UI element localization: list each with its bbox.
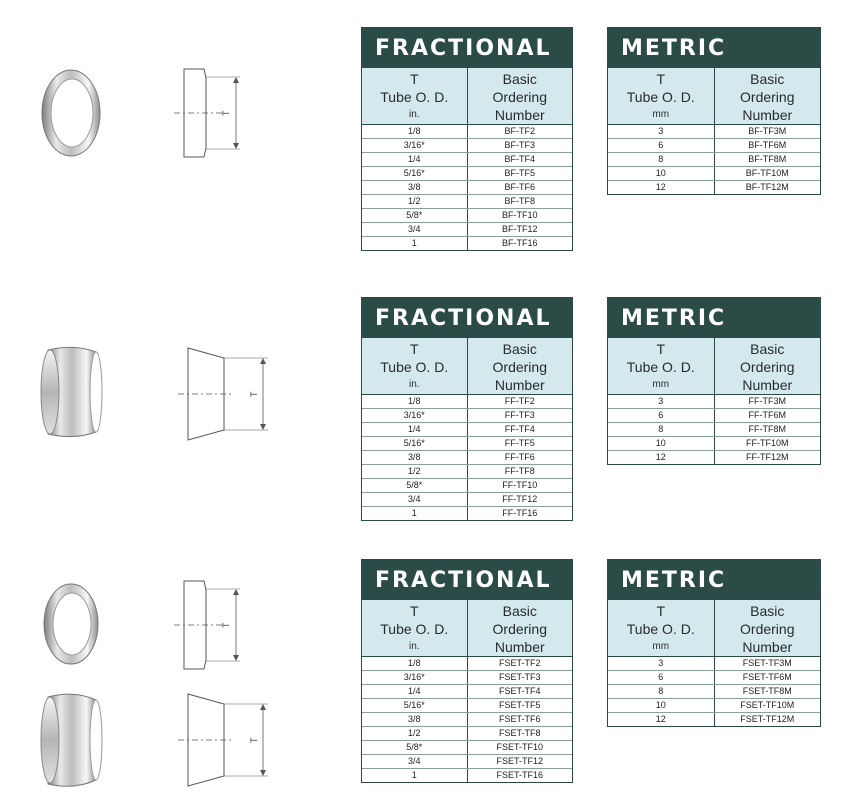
col-tube-od: [362, 338, 468, 394]
tube-od-cell: 3/4: [362, 755, 468, 768]
tube-od-cell: 3/16*: [362, 671, 468, 684]
table-row: [608, 409, 820, 423]
col-header-line: Basic: [750, 341, 785, 357]
table-row: [608, 657, 820, 671]
tube-od-cell: 10: [608, 699, 715, 712]
ordering-number-cell: BF-TF16: [501, 238, 538, 248]
tube-od-cell: 1: [362, 769, 468, 782]
tube-od-cell: 6: [608, 409, 715, 422]
col-tube-od: [608, 68, 715, 124]
table-body: [362, 125, 572, 250]
ferrule-cross-section-drawing: [176, 344, 272, 444]
ordering-number-cell: FSET-TF16: [496, 770, 543, 780]
table-row: [362, 437, 572, 451]
section-bf: [0, 0, 850, 260]
tube-od-cell: 3/16*: [362, 139, 468, 152]
ferrule-cross-section-drawing: [166, 66, 246, 160]
ordering-number-cell: FF-TF2: [504, 396, 535, 406]
tube-od-cell: 1/8: [362, 125, 468, 138]
table-row: [362, 223, 572, 237]
table-header: [362, 338, 572, 395]
unit-label: mm: [652, 379, 670, 390]
col-ordering-number: [468, 338, 573, 394]
col-header-line: Tube O. D.: [626, 621, 695, 637]
tube-od-cell: 1/4: [362, 153, 468, 166]
tube-od-cell: 1/4: [362, 685, 468, 698]
fractional-table: [361, 27, 573, 251]
tube-od-cell: 1/2: [362, 727, 468, 740]
col-header-line: Ordering: [740, 89, 795, 105]
col-header-line: Tube O. D.: [626, 89, 695, 105]
tube-od-cell: 5/16*: [362, 167, 468, 180]
ordering-number-cell: BF-TF6: [504, 182, 535, 192]
col-header-line: Tube O. D.: [626, 359, 695, 375]
tube-od-cell: 3/16*: [362, 409, 468, 422]
tube-od-cell: 3/8: [362, 713, 468, 726]
tube-od-cell: 12: [608, 713, 715, 726]
tube-od-cell: 12: [608, 181, 715, 194]
tube-od-cell: 6: [608, 139, 715, 152]
table-row: [362, 153, 572, 167]
col-header-line: Ordering: [492, 89, 547, 105]
table-row: [608, 139, 820, 153]
fractional-table: [361, 559, 573, 783]
table-row: [362, 409, 572, 423]
table-row: [362, 699, 572, 713]
table-body: [608, 125, 820, 194]
ordering-number-cell: FF-TF10M: [746, 438, 789, 448]
tube-od-cell: 10: [608, 167, 715, 180]
tube-od-cell: 3/8: [362, 451, 468, 464]
table-row: [608, 181, 820, 194]
ordering-number-cell: FSET-TF10: [496, 742, 543, 752]
col-header-line: Ordering: [740, 621, 795, 637]
tube-od-cell: 1: [362, 237, 468, 250]
ordering-number-cell: FF-TF8: [504, 466, 535, 476]
table-header: [608, 338, 820, 395]
col-header-line: T: [409, 71, 419, 87]
col-header-line: Ordering: [740, 359, 795, 375]
col-header-line: Number: [742, 377, 793, 393]
metric-table: [607, 27, 821, 195]
table-body: [608, 395, 820, 464]
tube-od-cell: 3/4: [362, 493, 468, 506]
ordering-number-cell: BF-TF4: [504, 154, 535, 164]
col-header-line: T: [409, 603, 419, 619]
table-row: [362, 125, 572, 139]
table-row: [608, 423, 820, 437]
cone-ferrule-photo: [38, 346, 104, 440]
tube-od-cell: 3/8: [362, 181, 468, 194]
table-row: [362, 479, 572, 493]
section-fset: [0, 532, 850, 802]
col-ordering-number: [468, 68, 573, 124]
table-row: [362, 713, 572, 727]
dimension-label-t: T: [221, 110, 231, 116]
table-row: [362, 671, 572, 685]
ferrule-ring-photo: [40, 580, 102, 668]
ordering-number-cell: FF-TF12: [502, 494, 538, 504]
col-header-line: Tube O. D.: [380, 359, 449, 375]
table-row: [608, 671, 820, 685]
table-row: [362, 507, 572, 520]
col-ordering-number: [715, 600, 821, 656]
col-header-line: Basic: [502, 603, 537, 619]
ordering-number-cell: FF-TF12M: [746, 452, 789, 462]
table-row: [362, 755, 572, 769]
ordering-number-cell: FF-TF16: [502, 508, 538, 518]
table-row: [362, 167, 572, 181]
table-body: [362, 395, 572, 520]
tube-od-cell: 5/16*: [362, 699, 468, 712]
dimension-label-t: T: [249, 737, 259, 743]
col-header-line: Tube O. D.: [380, 621, 449, 637]
ordering-number-cell: FSET-TF8: [498, 728, 541, 738]
col-ordering-number: [468, 600, 573, 656]
table-row: [362, 741, 572, 755]
table-row: [608, 437, 820, 451]
col-header-line: Number: [494, 107, 545, 123]
table-row: [362, 451, 572, 465]
section-ff: [0, 270, 850, 530]
table-row: [362, 195, 572, 209]
table-row: [608, 685, 820, 699]
table-row: [362, 209, 572, 223]
col-header-line: T: [656, 603, 666, 619]
col-header-line: Number: [742, 107, 793, 123]
ordering-number-cell: BF-TF8: [504, 196, 535, 206]
ordering-number-cell: FF-TF4: [504, 424, 535, 434]
table-header: [362, 68, 572, 125]
col-tube-od: [362, 600, 468, 656]
metric-table: [607, 559, 821, 727]
ordering-number-cell: FSET-TF6: [498, 714, 541, 724]
ordering-number-cell: FSET-TF12: [496, 756, 543, 766]
col-ordering-number: [715, 338, 821, 394]
ordering-number-cell: FF-TF3: [504, 410, 535, 420]
dimension-label-t: T: [221, 622, 231, 628]
col-header-line: Number: [494, 639, 545, 655]
table-header: [608, 68, 820, 125]
ferrule-cross-section-drawing: [166, 578, 246, 672]
tube-od-cell: 5/8*: [362, 209, 468, 222]
table-title: METRIC: [608, 298, 820, 338]
tube-od-cell: 3: [608, 395, 715, 408]
ordering-number-cell: FF-TF8M: [748, 424, 786, 434]
ordering-number-cell: FSET-TF12M: [740, 714, 795, 724]
table-title: FRACTIONAL: [362, 28, 572, 68]
metric-table: [607, 297, 821, 465]
col-header-line: Ordering: [492, 359, 547, 375]
ordering-number-cell: FSET-TF8M: [742, 686, 792, 696]
tube-od-cell: 1/2: [362, 195, 468, 208]
col-tube-od: [608, 600, 715, 656]
ordering-number-cell: BF-TF6M: [748, 140, 787, 150]
tube-od-cell: 12: [608, 451, 715, 464]
ordering-number-cell: FF-TF5: [504, 438, 535, 448]
ordering-number-cell: FF-TF6: [504, 452, 535, 462]
table-row: [362, 395, 572, 409]
ordering-number-cell: FSET-TF3M: [742, 658, 792, 668]
table-row: [608, 153, 820, 167]
col-tube-od: [608, 338, 715, 394]
table-row: [608, 167, 820, 181]
col-header-line: Ordering: [492, 621, 547, 637]
table-row: [362, 181, 572, 195]
ordering-number-cell: FSET-TF4: [498, 686, 541, 696]
unit-label: in.: [408, 109, 420, 120]
ordering-number-cell: FSET-TF6M: [742, 672, 792, 682]
col-header-line: T: [656, 71, 666, 87]
cone-ferrule-photo: [38, 692, 104, 790]
table-title: METRIC: [608, 28, 820, 68]
ordering-number-cell: FSET-TF3: [498, 672, 541, 682]
ordering-number-cell: BF-TF5: [504, 168, 535, 178]
table-row: [362, 727, 572, 741]
col-header-line: Basic: [502, 341, 537, 357]
table-title: METRIC: [608, 560, 820, 600]
table-row: [362, 423, 572, 437]
table-title: FRACTIONAL: [362, 560, 572, 600]
col-header-line: Basic: [502, 71, 537, 87]
dimension-label-t: T: [249, 391, 259, 397]
table-header: [608, 600, 820, 657]
table-row: [362, 237, 572, 250]
col-header-line: Basic: [750, 603, 785, 619]
tube-od-cell: 10: [608, 437, 715, 450]
tube-od-cell: 6: [608, 671, 715, 684]
table-body: [608, 657, 820, 726]
ordering-number-cell: BF-TF3M: [748, 126, 787, 136]
col-tube-od: [362, 68, 468, 124]
unit-label: mm: [652, 641, 670, 652]
col-header-line: Basic: [750, 71, 785, 87]
ferrule-cross-section-drawing: [176, 690, 272, 790]
col-header-line: Number: [742, 639, 793, 655]
col-header-line: T: [656, 341, 666, 357]
ordering-number-cell: FF-TF10: [502, 480, 538, 490]
ordering-number-cell: BF-TF12M: [745, 182, 789, 192]
tube-od-cell: 1/8: [362, 395, 468, 408]
table-row: [608, 451, 820, 464]
table-row: [608, 699, 820, 713]
ordering-number-cell: BF-TF3: [504, 140, 535, 150]
table-body: [362, 657, 572, 782]
tube-od-cell: 3: [608, 125, 715, 138]
col-header-line: Number: [494, 377, 545, 393]
col-ordering-number: [715, 68, 821, 124]
ordering-number-cell: BF-TF8M: [748, 154, 787, 164]
tube-od-cell: 1/8: [362, 657, 468, 670]
table-row: [608, 125, 820, 139]
col-header-line: Tube O. D.: [380, 89, 449, 105]
table-row: [362, 493, 572, 507]
table-title: FRACTIONAL: [362, 298, 572, 338]
unit-label: mm: [652, 109, 670, 120]
col-header-line: T: [409, 341, 419, 357]
ordering-number-cell: FF-TF3M: [748, 396, 786, 406]
tube-od-cell: 5/16*: [362, 437, 468, 450]
tube-od-cell: 1/4: [362, 423, 468, 436]
unit-label: in.: [408, 641, 420, 652]
tube-od-cell: 8: [608, 685, 715, 698]
table-header: [362, 600, 572, 657]
tube-od-cell: 1: [362, 507, 468, 520]
tube-od-cell: 5/8*: [362, 479, 468, 492]
table-row: [362, 685, 572, 699]
ordering-number-cell: BF-TF10: [501, 210, 538, 220]
tube-od-cell: 3/4: [362, 223, 468, 236]
table-row: [608, 713, 820, 726]
ferrule-ring-photo: [38, 66, 104, 160]
table-row: [362, 657, 572, 671]
ordering-number-cell: FSET-TF2: [498, 658, 541, 668]
table-row: [362, 139, 572, 153]
ordering-number-cell: FF-TF6M: [748, 410, 786, 420]
table-row: [362, 465, 572, 479]
tube-od-cell: 8: [608, 423, 715, 436]
ordering-number-cell: BF-TF12: [501, 224, 538, 234]
tube-od-cell: 1/2: [362, 465, 468, 478]
ordering-number-cell: BF-TF10M: [745, 168, 789, 178]
tube-od-cell: 8: [608, 153, 715, 166]
tube-od-cell: 3: [608, 657, 715, 670]
fractional-table: [361, 297, 573, 521]
ordering-number-cell: BF-TF2: [504, 126, 535, 136]
ordering-number-cell: FSET-TF10M: [740, 700, 795, 710]
table-row: [362, 769, 572, 782]
ordering-number-cell: FSET-TF5: [498, 700, 541, 710]
table-row: [608, 395, 820, 409]
unit-label: in.: [408, 379, 420, 390]
tube-od-cell: 5/8*: [362, 741, 468, 754]
